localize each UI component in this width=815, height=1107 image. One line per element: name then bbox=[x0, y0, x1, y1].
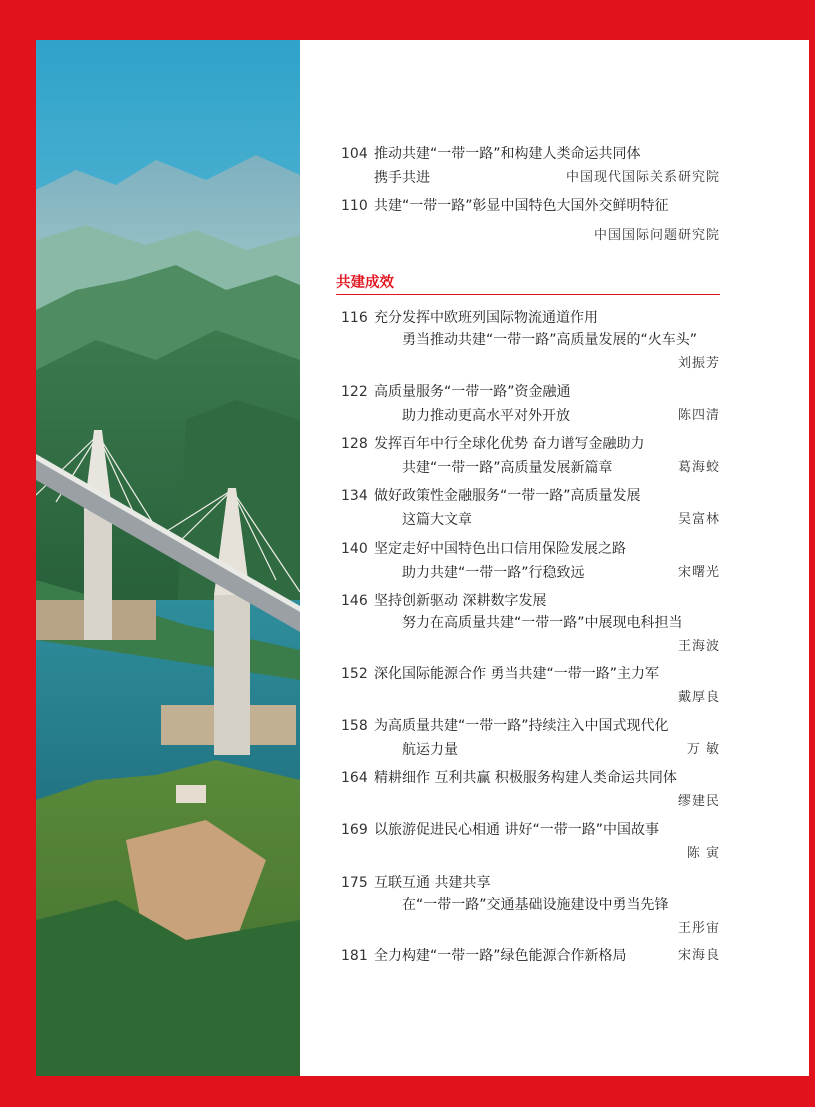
entry-author: 王彤宙 bbox=[677, 921, 720, 936]
page-number: 181 bbox=[341, 948, 368, 964]
entry-subtitle: 助力推动更高水平对外开放 bbox=[402, 408, 570, 424]
entry-author: 陈四清 bbox=[677, 408, 720, 423]
page-number: 128 bbox=[341, 436, 368, 452]
page-number: 169 bbox=[341, 822, 368, 838]
red-frame-bottom bbox=[0, 1076, 815, 1107]
entry-author: 缪建民 bbox=[677, 794, 720, 809]
page-number: 146 bbox=[341, 593, 368, 609]
entry-author: 宋海良 bbox=[677, 948, 720, 963]
entry-title: 坚定走好中国特色出口信用保险发展之路 bbox=[374, 541, 626, 557]
section-title: 共建成效 bbox=[336, 275, 394, 291]
entry-title: 深化国际能源合作 勇当共建“一带一路”主力军 bbox=[374, 666, 659, 682]
entry-subtitle: 共建“一带一路”高质量发展新篇章 bbox=[402, 460, 613, 476]
entry-subtitle: 航运力量 bbox=[402, 742, 458, 758]
page-number: 140 bbox=[341, 541, 368, 557]
page-number: 110 bbox=[341, 198, 368, 214]
page-number: 116 bbox=[341, 310, 368, 326]
entry-subtitle: 这篇大文章 bbox=[402, 512, 472, 528]
entry-title: 充分发挥中欧班列国际物流通道作用 bbox=[374, 310, 598, 326]
entry-subtitle: 努力在高质量共建“一带一路”中展现电科担当 bbox=[402, 615, 683, 631]
entry-author: 中国国际问题研究院 bbox=[593, 228, 720, 243]
entry-title: 推动共建“一带一路”和构建人类命运共同体 bbox=[374, 146, 641, 162]
entry-subtitle: 助力共建“一带一路”行稳致远 bbox=[402, 565, 585, 581]
page-number: 158 bbox=[341, 718, 368, 734]
entry-title: 高质量服务“一带一路”资金融通 bbox=[374, 384, 571, 400]
entry-subtitle: 勇当推动共建“一带一路”高质量发展的“火车头” bbox=[402, 332, 698, 348]
entry-title: 坚持创新驱动 深耕数字发展 bbox=[374, 593, 547, 609]
entry-author: 万 敏 bbox=[686, 742, 720, 757]
entry-author: 中国现代国际关系研究院 bbox=[565, 170, 720, 185]
bridge-photo bbox=[36, 40, 300, 1076]
red-frame-left bbox=[0, 0, 36, 1107]
entry-author: 葛海蛟 bbox=[677, 460, 720, 475]
entry-title: 全力构建“一带一路”绿色能源合作新格局 bbox=[374, 948, 627, 964]
entry-author: 陈 寅 bbox=[686, 846, 720, 861]
entry-subtitle: 携手共进 bbox=[374, 170, 430, 186]
entry-author: 王海波 bbox=[677, 639, 720, 654]
entry-title: 互联互通 共建共享 bbox=[374, 875, 491, 891]
entry-author: 宋曙光 bbox=[677, 565, 720, 580]
page-number: 122 bbox=[341, 384, 368, 400]
table-of-contents bbox=[336, 40, 720, 1076]
entry-author: 戴厚良 bbox=[677, 690, 720, 705]
page-number: 152 bbox=[341, 666, 368, 682]
page-number: 175 bbox=[341, 875, 368, 891]
page-number: 104 bbox=[341, 146, 368, 162]
red-frame-top bbox=[0, 0, 815, 40]
page-number: 134 bbox=[341, 488, 368, 504]
entry-title: 做好政策性金融服务“一带一路”高质量发展 bbox=[374, 488, 641, 504]
red-frame-right bbox=[809, 0, 815, 1107]
page-number: 164 bbox=[341, 770, 368, 786]
entry-author: 吴富林 bbox=[677, 512, 720, 527]
entry-title: 精耕细作 互利共赢 积极服务构建人类命运共同体 bbox=[374, 770, 677, 786]
entry-title: 为高质量共建“一带一路”持续注入中国式现代化 bbox=[374, 718, 669, 734]
entry-title: 以旅游促进民心相通 讲好“一带一路”中国故事 bbox=[374, 822, 659, 838]
entry-subtitle: 在“一带一路”交通基础设施建设中勇当先锋 bbox=[402, 897, 669, 913]
section-heading bbox=[336, 272, 720, 295]
entry-title: 共建“一带一路”彰显中国特色大国外交鲜明特征 bbox=[374, 198, 669, 214]
entry-title: 发挥百年中行全球化优势 奋力谱写金融助力 bbox=[374, 436, 645, 452]
entry-author: 刘振芳 bbox=[677, 356, 720, 371]
